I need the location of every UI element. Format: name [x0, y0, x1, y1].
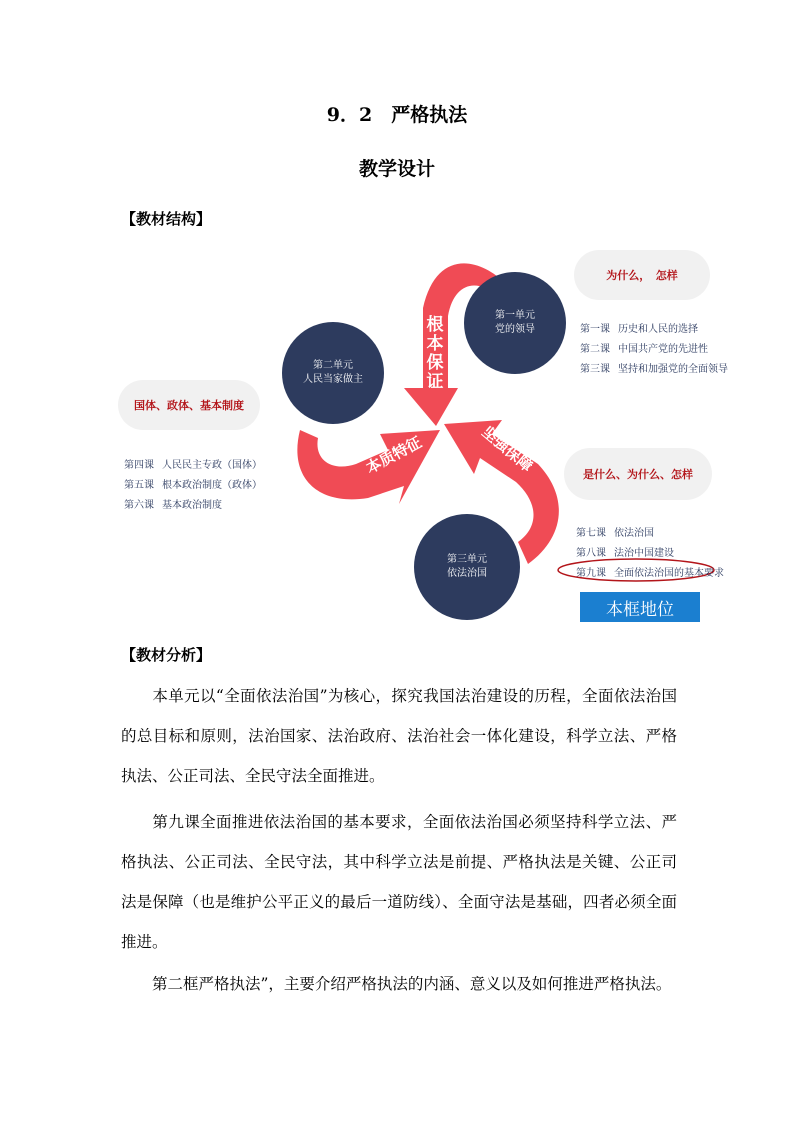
- section-heading-structure: 【教材结构】: [121, 210, 212, 228]
- section-heading-analysis: 【教材分析】: [121, 646, 212, 664]
- list-item: 第九课 全面依法治国的基本要求: [576, 568, 724, 579]
- list-item: 第五课 根本政治制度（政体）: [124, 480, 262, 491]
- list-item: 第七课 依法治国: [576, 528, 654, 539]
- unit1-line1: 第一单元: [495, 310, 535, 321]
- arrow-label-strong: 坚强保障: [478, 422, 537, 476]
- textbook-structure-diagram: [118, 238, 728, 630]
- list-item: 第一课 历史和人民的选择: [580, 324, 698, 335]
- unit2-line1: 第二单元: [313, 360, 353, 371]
- unit3-line2: 依法治国: [447, 568, 487, 579]
- document-subtitle: 教学设计: [358, 158, 435, 180]
- unit1-lesson-list: [580, 320, 728, 380]
- unit2-lesson-list: [124, 456, 262, 516]
- list-item: 第六课 基本政治制度: [124, 500, 222, 511]
- analysis-paragraph-1: 本单元以“全面依法治国”为核心，探究我国法治建设的历程，全面依法治国的总目标和原则，法治国家、法治政府、法治社会一体化建设，科学立法、严格执法、公正司法、全民守法全面推进。: [121, 687, 677, 785]
- pill-why-how: 为什么， 怎样: [574, 250, 710, 300]
- unit3-circle: [414, 514, 520, 620]
- list-item: 第三课 坚持和加强党的全面领导: [580, 364, 728, 375]
- position-badge: 本框地位: [580, 592, 700, 622]
- list-item: 第四课 人民民主专政（国体）: [124, 460, 262, 471]
- arrow-label-root: 根本保证: [426, 315, 444, 392]
- analysis-paragraph-2: 第九课全面推进依法治国的基本要求，全面依法治国必须坚持科学立法、严格执法、公正司法、全民守法，其中科学立法是前提、严格执法是关键、公正司法是保障（也是维护公平正义的最后一道防线）、全面守法是基础，四者必须全面推进。: [121, 813, 677, 951]
- list-item: 第八课 法治中国建设: [576, 548, 674, 559]
- unit1-circle: [464, 272, 566, 374]
- unit3-line1: 第三单元: [447, 554, 487, 565]
- unit2-line2: 人民当家做主: [303, 374, 363, 385]
- unit2-circle: [282, 322, 384, 424]
- unit1-line2: 党的领导: [495, 324, 535, 335]
- pill-what-why-how: 是什么、为什么、怎样: [564, 448, 712, 500]
- analysis-paragraph-3: 第二框严格执法”，主要介绍严格执法的内涵、意义以及如何推进严格执法。: [152, 975, 672, 993]
- pill-system: 国体、政体、基本制度: [118, 380, 260, 430]
- arrow-label-essence: 本质特征: [363, 433, 425, 478]
- document-title: 9．2 严格执法: [326, 104, 468, 126]
- list-item: 第二课 中国共产党的先进性: [580, 344, 708, 355]
- unit3-lesson-list: [576, 524, 724, 584]
